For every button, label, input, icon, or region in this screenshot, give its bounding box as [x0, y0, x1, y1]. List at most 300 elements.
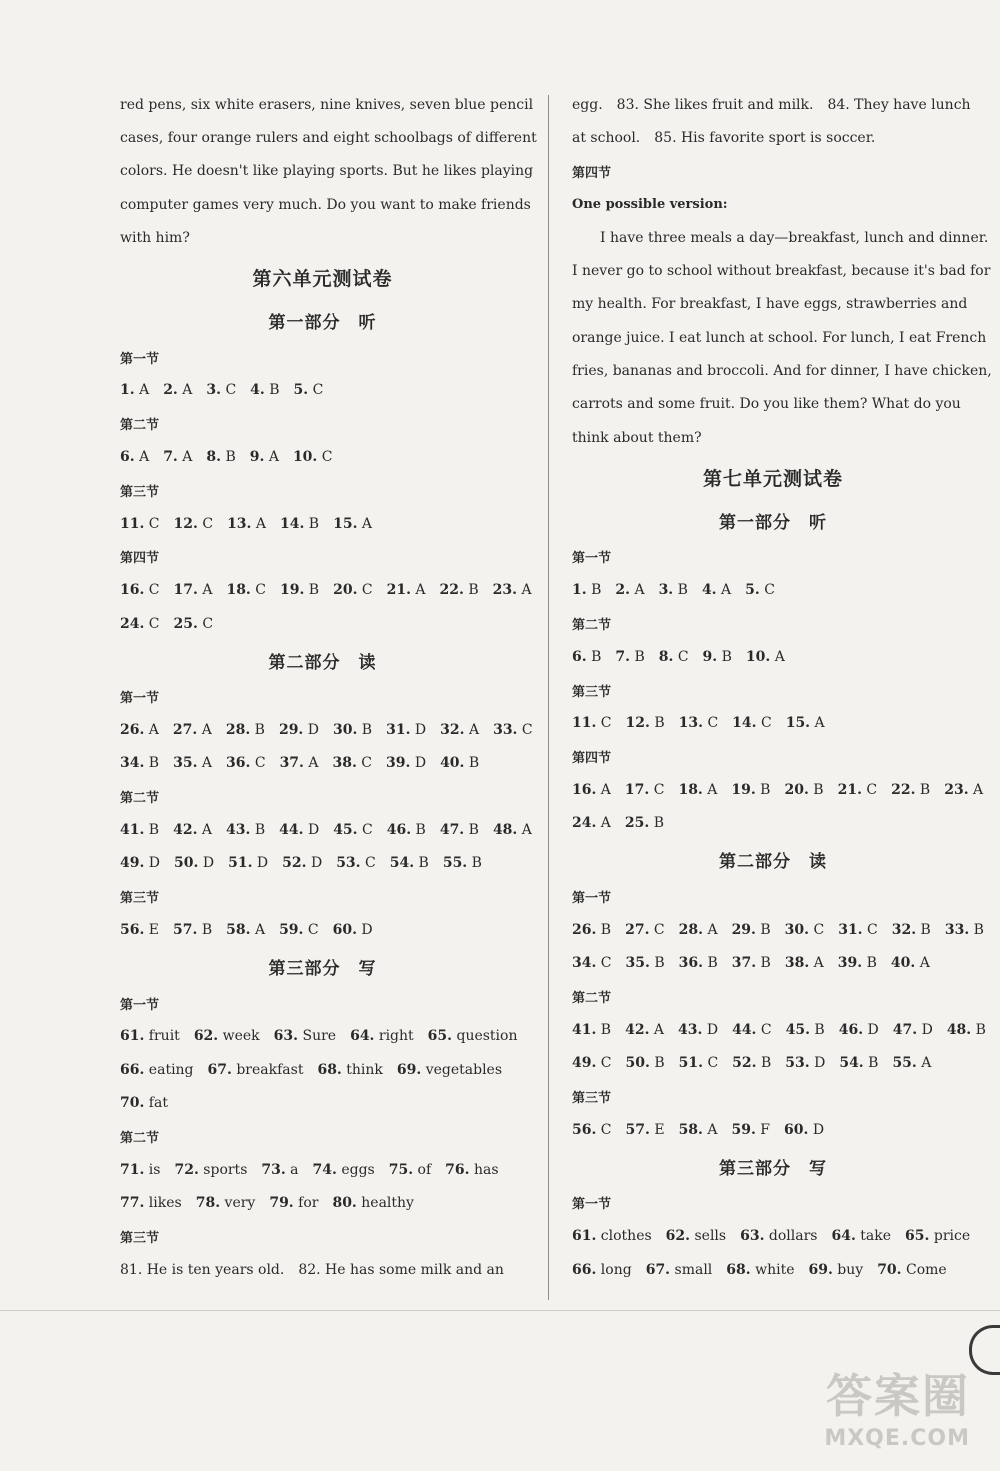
section-label: 第二节 — [120, 791, 160, 807]
answer-item — [173, 720, 212, 740]
question-number: 80. — [332, 1194, 357, 1211]
answer-item — [440, 820, 479, 840]
answer-value: A — [703, 921, 718, 938]
answer-item — [120, 614, 160, 634]
answer-value: small — [670, 1261, 713, 1278]
answer-item — [615, 580, 644, 600]
question-number: 45. — [333, 821, 358, 838]
answer-value: A — [250, 921, 266, 938]
answer-item — [387, 820, 426, 840]
answer-value: B — [808, 781, 824, 798]
answer-value: A — [303, 755, 319, 772]
section-label: 第三节 — [572, 1090, 612, 1106]
section-label: 第三节 — [572, 684, 612, 700]
answer-item — [947, 1020, 986, 1040]
answer-value: B — [755, 781, 771, 798]
answer-item — [196, 1193, 256, 1213]
section-label: 第三节 — [120, 891, 160, 907]
answer-item — [572, 1020, 611, 1040]
answer-item — [313, 1160, 375, 1180]
question-number: 23. — [492, 582, 518, 599]
section-label: 第一节 — [572, 551, 612, 567]
answer-item — [493, 720, 533, 740]
answer-item — [173, 920, 212, 940]
section-label: 第一节 — [120, 997, 160, 1013]
answer-item — [731, 780, 770, 800]
question-number: 53. — [785, 1055, 810, 1072]
section-label: 第二节 — [572, 990, 612, 1006]
question-number: 8. — [658, 648, 674, 665]
answer-item — [703, 647, 732, 667]
answer-value: B — [144, 821, 160, 838]
answer-item — [440, 720, 479, 740]
answer-value: B — [863, 1055, 879, 1072]
answer-value: B — [250, 722, 265, 739]
answer-row — [120, 813, 532, 846]
question-number: 15. — [785, 715, 811, 732]
answer-value: sells — [690, 1228, 727, 1245]
question-number: 21. — [386, 582, 411, 599]
question-number: 76. — [445, 1161, 470, 1178]
question-number: 65. — [905, 1228, 930, 1245]
question-number: 59. — [279, 921, 304, 938]
answer-value: C — [317, 449, 333, 466]
question-number: 12. — [625, 715, 650, 732]
answer-item — [120, 853, 160, 873]
answer-item — [120, 753, 159, 773]
answer-value: A — [134, 449, 150, 466]
answer-item — [839, 1053, 878, 1073]
answer-row — [572, 640, 974, 673]
unit6-title: 第六单元测试卷 — [252, 267, 393, 290]
question-number: 24. — [572, 815, 597, 832]
answer-row — [120, 507, 525, 540]
part3-title: 第三部分 写 — [268, 959, 377, 980]
answer-item — [572, 647, 601, 667]
answer-row — [120, 747, 525, 780]
answer-item — [226, 580, 266, 600]
answer-value: C — [596, 955, 612, 972]
right-column — [572, 88, 992, 1286]
answer-row — [120, 913, 525, 946]
answer-value: C — [759, 582, 775, 599]
question-number: 66. — [572, 1261, 597, 1278]
answer-value: D — [144, 855, 161, 872]
question-number: 60. — [784, 1121, 809, 1138]
question-number: 50. — [625, 1055, 650, 1072]
question-number: 40. — [440, 755, 465, 772]
answer-item — [227, 514, 266, 534]
question-number: 4. — [701, 582, 717, 599]
answer-item — [293, 447, 333, 467]
answer-value: A — [916, 1055, 932, 1072]
answer-value: for — [293, 1194, 319, 1211]
site-watermark — [824, 1360, 970, 1451]
question-number: 41. — [572, 1021, 597, 1038]
question-number: 8. — [206, 449, 221, 466]
answer-value: A — [630, 582, 645, 599]
answer-item — [206, 380, 236, 400]
answer-item — [333, 514, 372, 534]
answer-row — [572, 1013, 986, 1046]
question-number: 37. — [279, 755, 304, 772]
question-number: 77. — [120, 1194, 145, 1211]
question-number: 50. — [174, 855, 199, 872]
question-number: 78. — [195, 1194, 221, 1211]
watermark-logo-text: 答案圈 — [826, 1369, 970, 1423]
question-number: 52. — [282, 855, 307, 872]
question-number: 27. — [172, 722, 198, 739]
section-label: 第四节 — [120, 551, 160, 567]
answer-item — [572, 813, 611, 833]
answer-value: A — [810, 715, 825, 732]
question-number: 3. — [206, 382, 221, 399]
question-number: 33. — [493, 722, 518, 739]
answer-item — [839, 1020, 879, 1040]
answer-item — [679, 953, 718, 973]
answer-item — [280, 753, 319, 773]
answer-item — [279, 820, 319, 840]
question-number: 36. — [678, 955, 703, 972]
question-number: 17. — [624, 781, 650, 798]
answer-row — [120, 713, 533, 746]
answer-item — [226, 920, 265, 940]
question-number: 4. — [250, 382, 265, 399]
question-number: 1. — [120, 382, 135, 399]
answer-item — [350, 1026, 414, 1046]
question-number: 23. — [944, 781, 969, 798]
question-number: 45. — [785, 1021, 810, 1038]
answer-item — [838, 920, 878, 940]
question-number: 67. — [207, 1061, 232, 1078]
answer-item — [838, 953, 877, 973]
question-number: 56. — [120, 921, 145, 938]
question-number: 9. — [249, 449, 265, 466]
question-number: 47. — [439, 821, 465, 838]
answer-item — [625, 920, 665, 940]
question-number: 32. — [891, 921, 917, 938]
question-number: 22. — [891, 781, 916, 798]
question-number: 14. — [732, 715, 757, 732]
answer-row — [120, 1053, 525, 1086]
answer-sentence-line: at school. 85. His favorite sport is soccer. — [572, 129, 876, 146]
answer-value: B — [862, 955, 877, 972]
answer-value: A — [596, 781, 611, 798]
answer-value: a — [285, 1161, 299, 1178]
answer-item — [174, 1160, 247, 1180]
answer-row — [572, 1046, 974, 1079]
section-label: 第二节 — [120, 418, 160, 434]
answer-value: A — [517, 582, 532, 599]
question-number: 64. — [831, 1228, 856, 1245]
answer-value: E — [649, 1121, 665, 1138]
answer-value: C — [649, 781, 665, 798]
answer-row — [572, 707, 974, 740]
question-number: 35. — [173, 755, 198, 772]
answer-item — [625, 813, 664, 833]
answer-value: B — [756, 955, 771, 972]
answer-item — [572, 1260, 632, 1280]
watermark-url: MXQE.COM — [824, 1426, 970, 1451]
answer-item — [228, 853, 268, 873]
answer-item — [279, 920, 319, 940]
answer-row — [572, 574, 974, 607]
answer-value: B — [144, 755, 160, 772]
section-label: 第二节 — [572, 618, 612, 633]
question-number: 12. — [173, 515, 198, 532]
answer-value: B — [586, 648, 602, 665]
answer-item — [944, 780, 983, 800]
answer-value: vegetables — [421, 1061, 503, 1078]
answer-value: B — [464, 821, 479, 838]
question-number: 16. — [572, 781, 597, 798]
answer-value: B — [649, 955, 665, 972]
answer-value: D — [863, 1021, 879, 1038]
answer-value: B — [414, 855, 429, 872]
answer-value: C — [144, 515, 160, 532]
answer-value: healthy — [356, 1194, 414, 1211]
answer-row — [120, 440, 525, 473]
question-number: 39. — [386, 755, 411, 772]
answer-value: week — [218, 1028, 260, 1045]
question-number: 11. — [572, 715, 597, 732]
question-number: 5. — [745, 582, 760, 599]
question-number: 40. — [890, 955, 916, 972]
answer-item — [336, 853, 376, 873]
answer-value: A — [410, 582, 426, 599]
question-number: 49. — [572, 1055, 597, 1072]
answer-value: of — [413, 1161, 432, 1178]
answer-item — [261, 1160, 298, 1180]
section-label: 第三节 — [120, 484, 160, 500]
question-number: 18. — [678, 781, 703, 798]
answer-item — [120, 920, 159, 940]
answer-value: C — [360, 855, 376, 872]
section-label: 第一节 — [572, 1197, 612, 1213]
answer-value: think — [341, 1061, 383, 1078]
answer-item — [332, 753, 372, 773]
question-number: 75. — [388, 1161, 414, 1178]
answer-value: D — [809, 1055, 826, 1072]
answer-item — [892, 1053, 931, 1073]
answer-item — [443, 853, 482, 873]
answer-value: B — [467, 855, 482, 872]
answer-value: clothes — [596, 1228, 652, 1245]
answer-value: A — [264, 449, 279, 466]
answer-item — [893, 1020, 933, 1040]
answer-value: B — [756, 1055, 772, 1072]
answer-item — [785, 1053, 825, 1073]
question-number: 60. — [332, 921, 357, 938]
answer-item — [892, 920, 931, 940]
answer-item — [493, 820, 532, 840]
answer-value: B — [463, 582, 479, 599]
answer-value: C — [303, 921, 319, 938]
question-number: 14. — [279, 515, 305, 532]
answer-item — [626, 713, 665, 733]
question-number: 28. — [678, 921, 703, 938]
question-number: 38. — [332, 755, 357, 772]
answer-value: B — [596, 1021, 612, 1038]
answer-value: C — [250, 582, 266, 599]
question-number: 11. — [120, 515, 145, 532]
answer-value: eggs — [336, 1161, 375, 1178]
answer-item — [726, 1260, 794, 1280]
question-number: 19. — [279, 582, 305, 599]
answer-row — [120, 1153, 525, 1186]
answer-row — [572, 1253, 974, 1286]
answer-item — [120, 580, 160, 600]
question-number: 69. — [808, 1261, 833, 1278]
answer-item — [440, 753, 479, 773]
text-line: orange juice. I eat lunch at school. For lunch, I eat French — [572, 329, 987, 346]
answer-value: B — [411, 821, 426, 838]
answer-item — [333, 580, 373, 600]
answer-value: long — [596, 1261, 632, 1278]
section-label: 第四节 — [572, 751, 612, 767]
part2-title: 第二部分 读 — [719, 852, 827, 873]
question-number: 29. — [278, 722, 304, 739]
answer-item — [226, 820, 265, 840]
question-number: 20. — [784, 781, 809, 798]
question-number: 38. — [784, 955, 810, 972]
answer-item — [174, 853, 214, 873]
answer-item — [891, 953, 930, 973]
question-number: 70. — [120, 1095, 145, 1112]
answer-item — [387, 580, 426, 600]
question-number: 68. — [317, 1061, 342, 1078]
question-number: 73. — [261, 1161, 286, 1178]
question-number: 62. — [193, 1028, 219, 1045]
answer-item — [702, 580, 731, 600]
answer-item — [572, 780, 611, 800]
answer-item — [279, 720, 319, 740]
answer-item — [679, 1120, 718, 1140]
answer-item — [731, 1120, 770, 1140]
answer-value: D — [303, 722, 319, 739]
question-number: 26. — [120, 722, 145, 739]
answer-value: B — [673, 582, 688, 599]
answer-value: C — [144, 582, 160, 599]
answer-sentence-line: egg. 83. She likes fruit and milk. 84. They have lunch — [572, 96, 971, 113]
section-label: 第三节 — [120, 1230, 160, 1246]
answer-item — [572, 1120, 612, 1140]
section-label: 第二节 — [120, 1130, 160, 1146]
question-number: 54. — [389, 855, 415, 872]
answer-value: B — [717, 648, 732, 665]
answer-item — [226, 753, 266, 773]
question-number: 20. — [333, 582, 358, 599]
answer-item — [250, 447, 279, 467]
answer-item — [173, 753, 212, 773]
text-line: fries, bananas and broccoli. And for dinner, I have chicken, — [572, 363, 992, 380]
question-number: 41. — [120, 821, 145, 838]
answer-item — [174, 580, 213, 600]
answer-item — [572, 580, 601, 600]
answer-value: B — [357, 722, 373, 739]
answer-value: A — [649, 1021, 665, 1038]
answer-value: A — [809, 955, 824, 972]
answer-value: C — [861, 781, 878, 798]
question-number: 3. — [658, 582, 674, 599]
answer-item — [317, 1060, 382, 1080]
page-number-tab — [969, 1325, 1000, 1375]
question-number: 30. — [333, 722, 358, 739]
answer-value: B — [971, 1021, 986, 1038]
question-number: 35. — [625, 955, 650, 972]
answer-item — [785, 920, 825, 940]
answer-item — [332, 1193, 414, 1213]
question-number: 29. — [731, 921, 756, 938]
answer-item — [572, 920, 611, 940]
question-number: 7. — [163, 449, 178, 466]
answer-item — [572, 713, 612, 733]
question-number: 25. — [173, 615, 198, 632]
answer-row — [120, 847, 525, 880]
answer-item — [120, 820, 159, 840]
question-number: 52. — [732, 1055, 757, 1072]
question-number: 42. — [173, 821, 198, 838]
question-number: 61. — [120, 1028, 145, 1045]
answer-value: question — [452, 1028, 518, 1045]
answer-value: A — [177, 382, 193, 399]
question-number: 58. — [226, 921, 251, 938]
answer-row — [572, 913, 984, 946]
answer-item — [120, 1060, 194, 1080]
answer-item — [877, 1260, 947, 1280]
answer-row — [572, 1113, 974, 1146]
answer-item — [626, 953, 665, 973]
question-number: 2. — [615, 582, 630, 599]
question-number: 2. — [163, 382, 178, 399]
answer-value: A — [702, 781, 718, 798]
question-number: 43. — [226, 821, 251, 838]
answer-value: A — [464, 722, 480, 739]
answer-item — [786, 713, 825, 733]
answer-value: D — [356, 921, 373, 938]
page-bottom-rule — [0, 1310, 1000, 1311]
answer-value: A — [197, 722, 212, 739]
question-number: 64. — [350, 1028, 375, 1045]
question-number: 30. — [784, 921, 810, 938]
answer-value: Come — [901, 1261, 947, 1278]
answer-row — [572, 807, 974, 840]
answer-item — [679, 713, 719, 733]
answer-value: A — [357, 515, 373, 532]
question-number: 70. — [877, 1261, 902, 1278]
answer-value: Sure — [298, 1028, 337, 1045]
answer-value: B — [586, 582, 602, 599]
answer-item — [732, 713, 772, 733]
answer-value: B — [596, 921, 612, 938]
question-number: 34. — [572, 955, 597, 972]
answer-value: D — [808, 1121, 825, 1138]
answer-value: C — [862, 921, 878, 938]
question-number: 32. — [440, 722, 465, 739]
answer-value: buy — [832, 1261, 864, 1278]
answer-item — [493, 580, 532, 600]
answer-row — [120, 1020, 525, 1053]
question-number: 6. — [572, 648, 587, 665]
question-number: 79. — [269, 1194, 294, 1211]
answer-item — [785, 953, 824, 973]
answer-item — [120, 720, 159, 740]
question-number: 5. — [293, 382, 309, 399]
answer-value: F — [755, 1121, 771, 1138]
question-number: 44. — [279, 821, 304, 838]
answer-value: take — [855, 1228, 892, 1245]
answer-value: B — [649, 1055, 665, 1072]
